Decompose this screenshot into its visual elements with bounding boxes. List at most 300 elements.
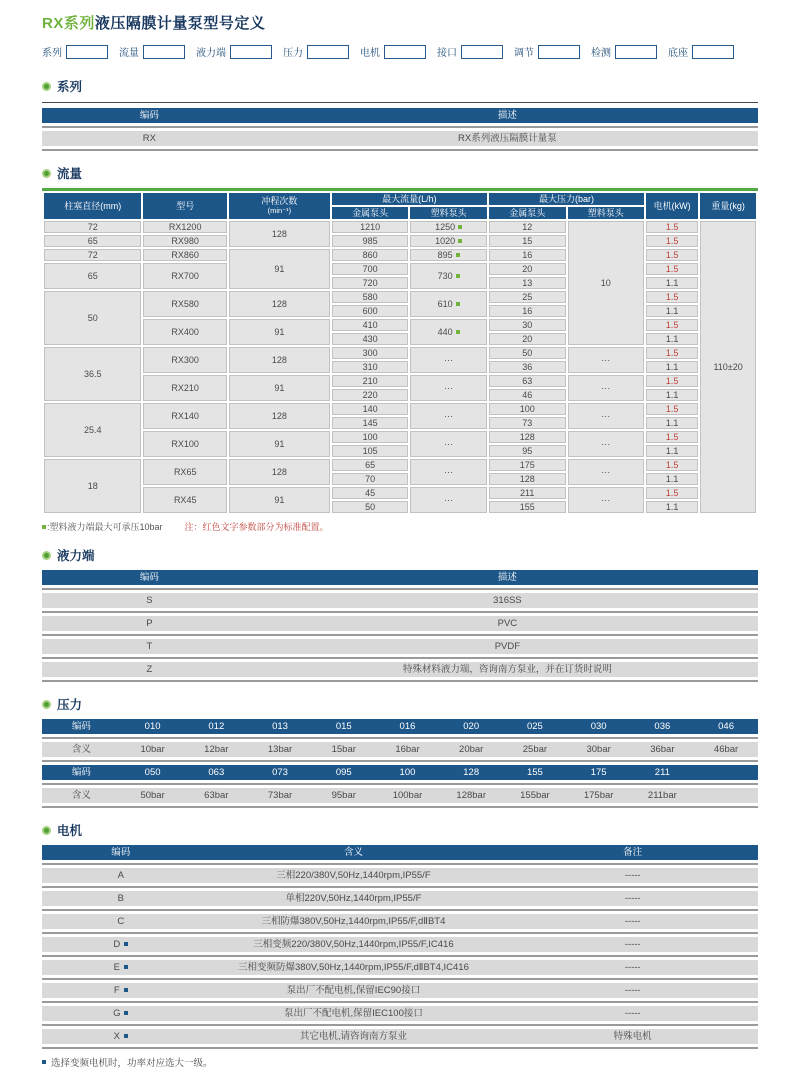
divider <box>42 932 758 934</box>
pressure-meaning-cell: 12bar <box>204 744 229 755</box>
flow-cell: 1.5 <box>646 291 698 303</box>
model-code-box[interactable] <box>230 45 272 59</box>
flow-cell: 1.1 <box>646 473 698 485</box>
page-title <box>42 12 758 33</box>
divider <box>42 886 758 888</box>
model-code-field <box>196 44 272 59</box>
model-code-field <box>42 44 108 59</box>
pressure-code-cell: 211 <box>654 767 670 778</box>
pressure-meaning-cell: 95bar <box>331 790 356 801</box>
flow-cell: 410 <box>332 319 409 331</box>
pressure-code-label: 编码 <box>71 721 91 732</box>
series-table-header <box>42 108 758 123</box>
flow-cell: RX210 <box>143 375 227 401</box>
motor-row-code: G <box>42 1006 200 1021</box>
flow-cell: 91 <box>229 431 330 457</box>
divider <box>42 760 758 762</box>
flow-sub-metal-head: 金属泵头 <box>332 207 409 219</box>
flow-cell: 50 <box>332 501 409 513</box>
model-code-box[interactable] <box>66 45 108 59</box>
motor-row-meaning: 三相变频防爆380V,50Hz,1440rpm,IP55/F,dⅡBT4,IC416 <box>238 962 469 973</box>
hydraulic-header-code: 编码 <box>139 572 159 583</box>
green-square-marker-icon <box>456 302 460 306</box>
flow-col-model: 型号 <box>143 193 227 219</box>
model-code-field <box>591 44 657 59</box>
pressure-meaning-cell: 10bar <box>140 744 165 755</box>
flow-cell: ··· <box>568 403 645 429</box>
flow-cell: 1210 <box>332 221 409 233</box>
hydraulic-row-code: S <box>146 595 153 606</box>
motor-header-remark: 备注 <box>623 847 643 858</box>
divider <box>42 102 758 103</box>
flow-table-wrap <box>42 188 758 515</box>
divider <box>42 783 758 785</box>
motor-row-code: F <box>42 983 200 998</box>
flow-cell: 73 <box>489 417 566 429</box>
flow-cell: RX300 <box>143 347 227 373</box>
model-code-field-label: 底座 <box>668 48 688 59</box>
flow-row <box>44 403 756 415</box>
pressure-code-cell: 100 <box>399 767 416 778</box>
flow-row <box>44 263 756 275</box>
flow-sub-plastic-head: 塑料泵头 <box>568 207 645 219</box>
hydraulic-row <box>42 593 758 608</box>
flow-cell: 155 <box>489 501 566 513</box>
motor-row-meaning: 三相变频220/380V,50Hz,1440rpm,IP55/F,IC416 <box>253 939 454 950</box>
section-title-series: 系列 <box>57 80 83 94</box>
model-code-field-label: 压力 <box>283 48 303 59</box>
flow-cell: RX400 <box>143 319 227 345</box>
motor-row-meaning: 泵出厂不配电机,保留IEC90接口 <box>286 985 421 996</box>
pressure-meaning-cell: 211bar <box>647 790 677 801</box>
flow-cell: 46 <box>489 389 566 401</box>
pressure-code-cell: 012 <box>208 721 225 732</box>
flow-cell: 1.5 <box>646 403 698 415</box>
section-bullet-icon <box>42 169 51 178</box>
flow-cell: 36 <box>489 361 566 373</box>
section-header-series <box>42 77 758 95</box>
section-motor <box>42 821 758 1069</box>
flow-cell: 895 <box>410 249 487 261</box>
flow-cell: 1.1 <box>646 333 698 345</box>
flow-cell: ··· <box>568 347 645 373</box>
pressure-meaning-label: 含义 <box>71 744 91 755</box>
hydraulic-row-desc: PVC <box>497 618 518 629</box>
motor-row-code: E <box>42 960 200 975</box>
flow-table <box>42 191 758 515</box>
divider <box>42 978 758 980</box>
pressure-code-cell: 020 <box>463 721 480 732</box>
flow-cell: 140 <box>332 403 409 415</box>
motor-row-code: X <box>42 1029 200 1044</box>
hydraulic-row <box>42 639 758 654</box>
flow-cell: ··· <box>568 459 645 485</box>
flow-cell: 211 <box>489 487 566 499</box>
flow-cell: 36.5 <box>44 347 141 401</box>
flow-cell: 65 <box>44 263 141 289</box>
model-code-box[interactable] <box>307 45 349 59</box>
hydraulic-row-code: T <box>146 641 153 652</box>
flow-cell: 1.1 <box>646 445 698 457</box>
flow-cell: 91 <box>229 319 330 345</box>
series-row <box>42 131 758 146</box>
flow-cell: 15 <box>489 235 566 247</box>
divider <box>42 955 758 957</box>
model-code-field <box>668 44 734 59</box>
hydraulic-header-desc: 描述 <box>497 572 517 583</box>
flow-cell: 91 <box>229 487 330 513</box>
series-header-desc: 描述 <box>497 110 517 121</box>
flow-row <box>44 375 756 387</box>
flow-col-motor: 电机(kW) <box>646 193 698 219</box>
hydraulic-row <box>42 662 758 677</box>
divider <box>42 737 758 739</box>
flow-cell: 100 <box>332 431 409 443</box>
model-code-box[interactable] <box>615 45 657 59</box>
flow-row <box>44 319 756 331</box>
hydraulic-row-desc: 316SS <box>493 595 522 606</box>
flow-cell: ··· <box>410 375 487 401</box>
flow-cell: 128 <box>229 291 330 317</box>
motor-row <box>42 914 758 929</box>
pressure-code-cell: 015 <box>335 721 352 732</box>
flow-cell: 1.1 <box>646 389 698 401</box>
flow-cell: ··· <box>568 487 645 513</box>
pressure-meaning-cell: 13bar <box>267 744 293 755</box>
flow-cell: 1250 <box>410 221 487 233</box>
flow-cell: 72 <box>44 221 141 233</box>
series-header-code: 编码 <box>139 110 159 121</box>
flow-cell: RX700 <box>143 263 227 289</box>
motor-header-code: 编码 <box>111 847 131 858</box>
flow-cell: 20 <box>489 333 566 345</box>
flow-col-weight: 重量(kg) <box>700 193 756 219</box>
pressure-meaning-cell: 20bar <box>459 744 484 755</box>
pressure-code-cell: 010 <box>144 721 161 732</box>
pressure-code-cell: 175 <box>590 767 607 778</box>
model-code-field-label: 检测 <box>591 48 611 59</box>
series-row-code: RX <box>142 133 156 144</box>
pressure-code-cell: 128 <box>463 767 480 778</box>
motor-row <box>42 983 758 998</box>
flow-cell: 25.4 <box>44 403 141 457</box>
flow-cell: 91 <box>229 375 330 401</box>
section-bullet-icon <box>42 826 51 835</box>
model-code-box[interactable] <box>143 45 185 59</box>
flow-cell: ··· <box>410 347 487 373</box>
motor-row <box>42 868 758 883</box>
flow-cell: 100 <box>489 403 566 415</box>
flow-col-maxpressure: 最大压力(bar) <box>489 193 644 205</box>
flow-cell: 1.1 <box>646 305 698 317</box>
flow-cell: 985 <box>332 235 409 247</box>
navy-square-marker-icon <box>124 988 128 992</box>
flow-footnote <box>42 520 758 533</box>
motor-row-meaning: 三相防爆380V,50Hz,1440rpm,IP55/F,dⅡBT4 <box>261 916 446 927</box>
model-code-box[interactable] <box>384 45 426 59</box>
green-square-marker-icon <box>458 239 462 243</box>
motor-row <box>42 891 758 906</box>
hydraulic-table-rows <box>42 593 758 682</box>
section-bullet-icon <box>42 551 51 560</box>
pressure-tables <box>42 719 758 808</box>
flow-row <box>44 487 756 499</box>
pressure-meaning-cell: 155bar <box>520 790 550 801</box>
pressure-meaning-cell: 16bar <box>395 744 420 755</box>
flow-row <box>44 221 756 233</box>
flow-cell: 13 <box>489 277 566 289</box>
motor-row-meaning: 单相220V,50Hz,1440rpm,IP55/F <box>285 893 422 904</box>
flow-cell: RX1200 <box>143 221 227 233</box>
pressure-meaning-cell: 36bar <box>650 744 675 755</box>
motor-row <box>42 1029 758 1044</box>
flow-cell: 610 <box>410 291 487 317</box>
flow-cell: 580 <box>332 291 409 303</box>
flow-cell: 1.5 <box>646 375 698 387</box>
section-bullet-icon <box>42 700 51 709</box>
section-bullet-icon <box>42 82 51 91</box>
hydraulic-row-desc: PVDF <box>494 641 521 652</box>
flow-cell: 128 <box>229 221 330 247</box>
divider <box>42 126 758 128</box>
pressure-code-cell: 063 <box>208 767 225 778</box>
pressure-meaning-cell: 73bar <box>267 790 293 801</box>
motor-row-remark: ----- <box>624 870 641 881</box>
model-code-box[interactable] <box>692 45 734 59</box>
flow-cell: 65 <box>44 235 141 247</box>
flow-cell: 1.1 <box>646 361 698 373</box>
section-flow <box>42 164 758 533</box>
flow-cell: 128 <box>229 347 330 373</box>
flow-cell: 310 <box>332 361 409 373</box>
flow-cell: 220 <box>332 389 409 401</box>
flow-cell: ··· <box>410 487 487 513</box>
flow-cell: 18 <box>44 459 141 513</box>
flow-cell: 1.5 <box>646 431 698 443</box>
motor-row <box>42 1006 758 1021</box>
model-code-fields <box>42 44 758 59</box>
green-square-marker-icon <box>456 274 460 278</box>
flow-col-stroke: 冲程次数 (min⁻¹) <box>229 193 330 219</box>
flow-cell: ··· <box>410 431 487 457</box>
flow-cell: 1.1 <box>646 277 698 289</box>
motor-row-remark: ----- <box>624 1008 641 1019</box>
flow-cell: 720 <box>332 277 409 289</box>
flow-row <box>44 347 756 359</box>
pressure-code-cell: 046 <box>718 721 734 732</box>
series-table-rows <box>42 131 758 151</box>
flow-cell: RX140 <box>143 403 227 429</box>
flow-cell: 72 <box>44 249 141 261</box>
flow-cell: 1.1 <box>646 417 698 429</box>
section-series <box>42 77 758 151</box>
pressure-meaning-cell: 175bar <box>583 790 614 801</box>
pressure-meaning-label: 含义 <box>71 790 91 801</box>
divider <box>42 806 758 808</box>
motor-row-remark: ----- <box>624 916 641 927</box>
navy-square-marker-icon <box>124 1034 128 1038</box>
flow-sub-metal-head: 金属泵头 <box>489 207 566 219</box>
motor-row-remark: ----- <box>624 962 641 973</box>
motor-table-header <box>42 845 758 860</box>
flow-footnote-red: 注：红色文字参数部分为标准配置。 <box>184 522 329 532</box>
divider <box>42 1047 758 1049</box>
flow-cell: RX980 <box>143 235 227 247</box>
pressure-code-cell: 016 <box>399 721 416 732</box>
flow-cell: 700 <box>332 263 409 275</box>
flow-cell: ··· <box>410 403 487 429</box>
flow-cell: RX65 <box>143 459 227 485</box>
model-code-field <box>360 44 426 59</box>
flow-cell: 440 <box>410 319 487 345</box>
green-square-marker-icon <box>458 225 462 229</box>
page-title-series: RX系列 <box>42 15 95 32</box>
pressure-code-cell: 155 <box>526 767 543 778</box>
flow-sub-plastic-head: 塑料泵头 <box>410 207 487 219</box>
section-title-flow: 流量 <box>57 167 83 181</box>
pressure-meaning-cell: 128bar <box>456 790 486 801</box>
motor-footnote <box>42 1055 758 1069</box>
flow-row <box>44 431 756 443</box>
flow-cell: 25 <box>489 291 566 303</box>
flow-cell: 95 <box>489 445 566 457</box>
motor-row-code: C <box>117 916 125 927</box>
flow-cell: 128 <box>489 431 566 443</box>
series-row-desc: RX系列液压隔膜计量泵 <box>458 133 557 144</box>
section-header-motor <box>42 821 758 839</box>
model-code-field-label: 流量 <box>119 48 139 59</box>
hydraulic-table-header <box>42 570 758 585</box>
flow-cell: 300 <box>332 347 409 359</box>
flow-cell: 65 <box>332 459 409 471</box>
divider <box>42 634 758 636</box>
divider <box>42 588 758 590</box>
model-code-field-label: 接口 <box>437 48 457 59</box>
model-code-box[interactable] <box>461 45 503 59</box>
flow-cell: 1.5 <box>646 221 698 233</box>
pressure-meaning-cell: 25bar <box>522 744 548 755</box>
flow-cell: 10 <box>568 221 645 345</box>
model-code-field-label: 系列 <box>42 48 62 59</box>
flow-cell: 1.5 <box>646 249 698 261</box>
motor-table-rows <box>42 868 758 1049</box>
flow-cell: RX100 <box>143 431 227 457</box>
flow-cell: 600 <box>332 305 409 317</box>
flow-cell: 145 <box>332 417 409 429</box>
green-square-marker-icon <box>456 330 460 334</box>
navy-square-marker-icon <box>124 965 128 969</box>
flow-cell: 1020 <box>410 235 487 247</box>
section-header-flow <box>42 164 758 182</box>
divider <box>42 611 758 613</box>
flow-row <box>44 291 756 303</box>
model-code-field <box>437 44 503 59</box>
flow-cell: RX45 <box>143 487 227 513</box>
model-code-field <box>514 44 580 59</box>
divider <box>42 149 758 151</box>
section-title-pressure: 压力 <box>57 698 83 712</box>
pressure-meaning-cell: 46bar <box>713 744 739 755</box>
flow-cell: 175 <box>489 459 566 471</box>
section-title-hydraulic-end: 液力端 <box>57 549 95 563</box>
flow-cell: 1.1 <box>646 501 698 513</box>
page-title-rest: 液压隔膜计量泵型号定义 <box>94 15 266 32</box>
divider <box>42 1024 758 1026</box>
flow-cell: 210 <box>332 375 409 387</box>
motor-row-code: A <box>117 870 124 881</box>
hydraulic-row-code: P <box>146 618 153 629</box>
flow-cell: 1.5 <box>646 235 698 247</box>
model-code-box[interactable] <box>538 45 580 59</box>
pressure-code-cell: 030 <box>590 721 607 732</box>
hydraulic-row <box>42 616 758 631</box>
flow-cell: 1.5 <box>646 319 698 331</box>
pressure-meaning-cell: 100bar <box>392 790 423 801</box>
model-code-field-label: 电机 <box>360 48 380 59</box>
flow-cell: 128 <box>489 473 566 485</box>
flow-col-maxflow: 最大流量(L/h) <box>332 193 487 205</box>
navy-square-marker-icon <box>124 942 128 946</box>
flow-cell: 110±20 <box>700 221 756 513</box>
flow-cell: 12 <box>489 221 566 233</box>
flow-cell: 730 <box>410 263 487 289</box>
motor-footnote-text: 选择变频电机时，功率对应选大一级。 <box>51 1058 213 1069</box>
motor-row-remark: ----- <box>624 893 641 904</box>
flow-cell: 1.5 <box>646 263 698 275</box>
flow-cell: 1.5 <box>646 487 698 499</box>
flow-cell: 50 <box>44 291 141 345</box>
green-square-marker-icon <box>456 253 460 257</box>
hydraulic-row-code: Z <box>146 664 153 675</box>
model-code-field-label: 调节 <box>514 48 534 59</box>
pressure-meaning-row <box>42 742 758 757</box>
flow-footnote-plastic: :塑料液力端最大可承压10bar <box>47 522 163 532</box>
flow-cell: 430 <box>332 333 409 345</box>
divider <box>42 909 758 911</box>
navy-square-marker-icon <box>124 1011 128 1015</box>
flow-col-diameter: 柱塞直径(mm) <box>44 193 141 219</box>
pressure-code-cell: 050 <box>144 767 161 778</box>
flow-cell: RX580 <box>143 291 227 317</box>
pressure-code-cell: 095 <box>335 767 352 778</box>
flow-row <box>44 235 756 247</box>
motor-row-code: B <box>117 893 124 904</box>
pressure-meaning-row <box>42 788 758 803</box>
motor-row-remark: ----- <box>624 985 641 996</box>
flow-cell: ··· <box>568 431 645 457</box>
section-header-hydraulic-end <box>42 546 758 564</box>
motor-row-remark: 特殊电机 <box>613 1031 652 1042</box>
motor-row-meaning: 泵出厂不配电机,保留IEC100接口 <box>284 1008 423 1019</box>
flow-cell: 1.5 <box>646 459 698 471</box>
divider <box>42 680 758 682</box>
flow-cell: 1.5 <box>646 347 698 359</box>
section-title-motor: 电机 <box>57 824 83 838</box>
flow-cell: 70 <box>332 473 409 485</box>
flow-cell: 45 <box>332 487 409 499</box>
divider <box>42 657 758 659</box>
pressure-code-label: 编码 <box>71 767 91 778</box>
section-hydraulic-end <box>42 546 758 682</box>
model-code-field <box>119 44 185 59</box>
model-code-field <box>283 44 349 59</box>
pressure-code-cell: 036 <box>654 721 671 732</box>
flow-cell: 50 <box>489 347 566 359</box>
section-pressure <box>42 695 758 808</box>
hydraulic-row-desc: 特殊材料液力端，咨询南方泵业，并在订货时说明 <box>402 664 612 675</box>
flow-row <box>44 249 756 261</box>
motor-header-meaning: 含义 <box>343 847 363 858</box>
